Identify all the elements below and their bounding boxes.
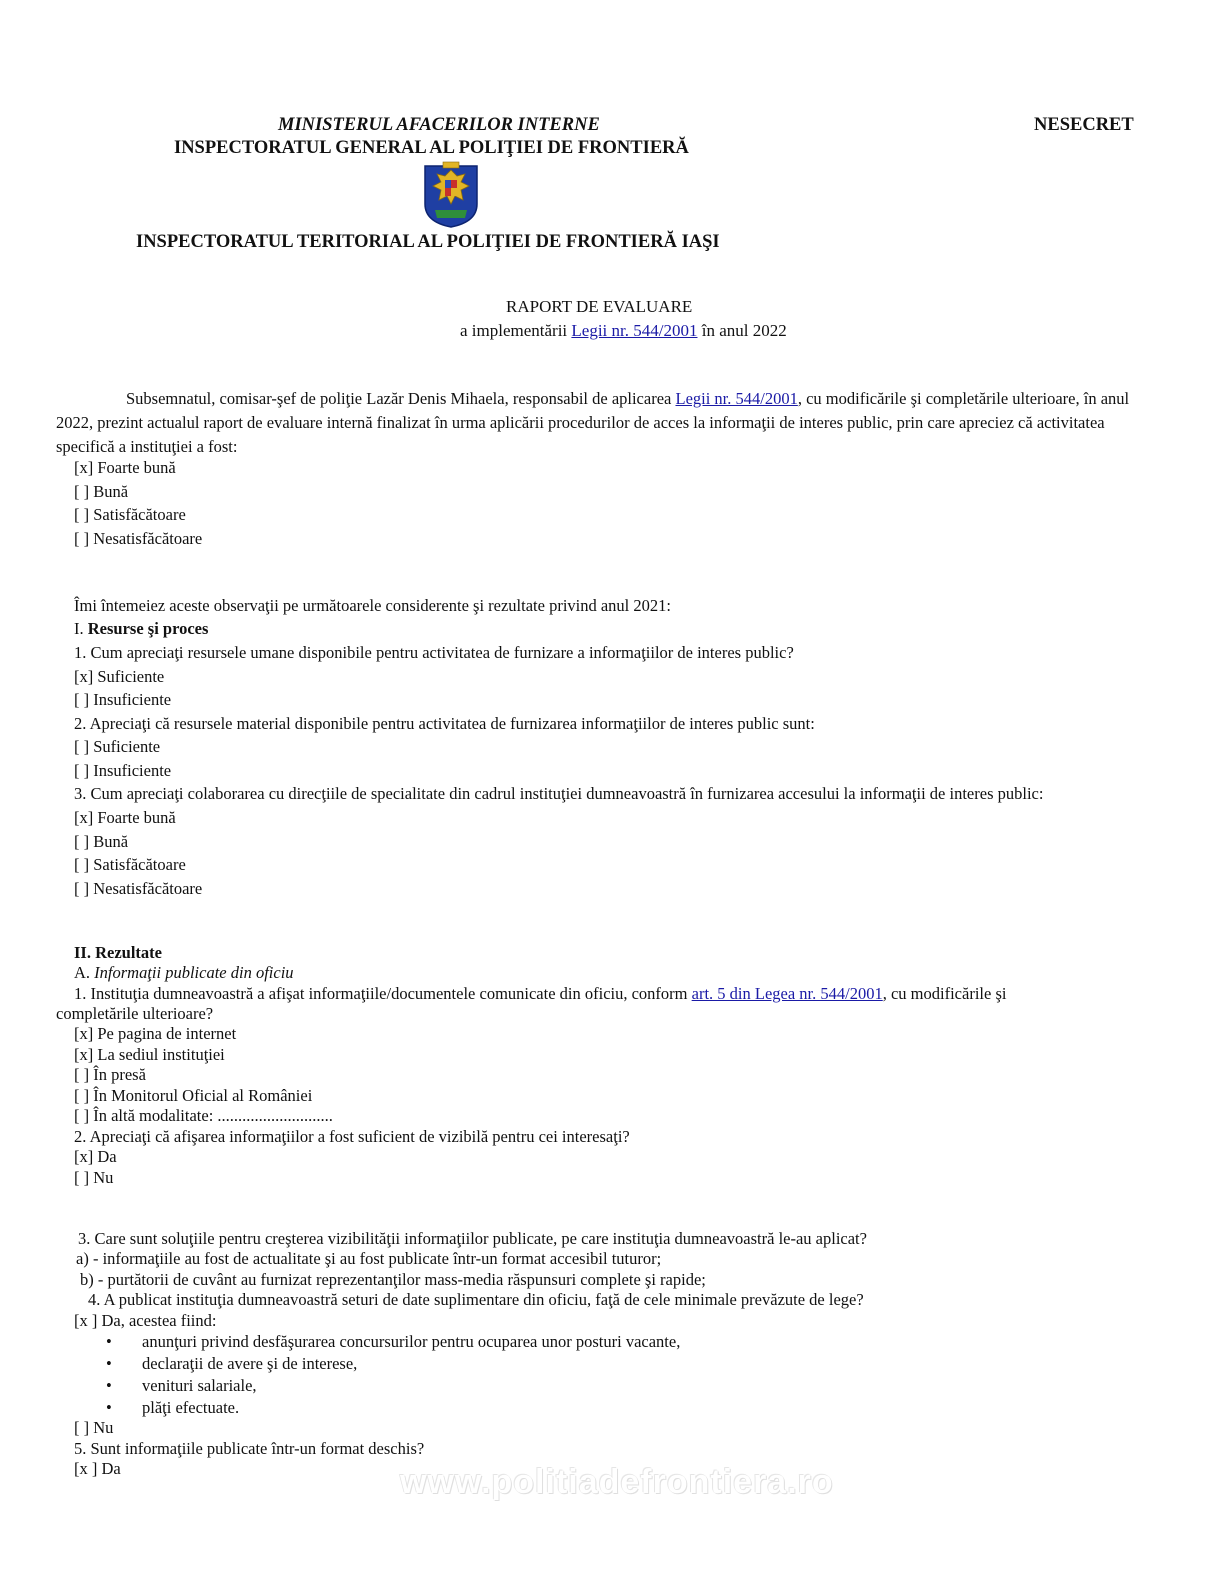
article-link[interactable]: art. 5 din Legea nr. 544/2001 bbox=[691, 984, 883, 1003]
question: 4. A publicat instituţia dumneavoastră seturi de date suplimentare din oficiu, faţă de cele minimale prevăzute de lege? bbox=[88, 1290, 864, 1309]
bullet-dot: • bbox=[106, 1376, 112, 1395]
list-item: plăţi efectuate. bbox=[142, 1398, 240, 1417]
answer-option: [ ] Nu bbox=[74, 1168, 114, 1187]
subsection-a-heading: A. Informaţii publicate din oficiu bbox=[74, 963, 294, 982]
rating-option: [ ] Bună bbox=[74, 482, 129, 501]
section-1-heading: I. Resurse şi proces bbox=[74, 619, 209, 638]
territorial-inspectorate-name: INSPECTORATUL TERITORIAL AL POLIŢIEI DE FRONTIERĂ IAŞI bbox=[136, 232, 720, 252]
list-item: venituri salariale, bbox=[142, 1376, 257, 1395]
bullet-dot: • bbox=[106, 1398, 112, 1417]
list-item: anunţuri privind desfăşurarea concursurilor pentru ocuparea unor posturi vacante, bbox=[142, 1332, 681, 1351]
question: 5. Sunt informaţiile publicate într-un format deschis? bbox=[74, 1439, 425, 1458]
list-item: declaraţii de avere şi de interese, bbox=[142, 1354, 358, 1373]
answer-option: [x] La sediul instituţiei bbox=[74, 1045, 225, 1064]
law-link-intro[interactable]: Legii nr. 544/2001 bbox=[675, 389, 798, 408]
intro-paragraph: Subsemnatul, comisar-şef de poliţie Lazăr Denis Mihaela, responsabil de aplicarea Legii nr. 544/2001, cu modificările şi completările ulterioare, în anul 2022, prezint actualul raport de evaluare internă finalizat în urma aplicării procedurilor de acces la informaţii de interes public, prin care apreciez că activitatea specifică a instituţiei a fost: bbox=[56, 389, 1130, 456]
answer-option: [x] Suficiente bbox=[74, 667, 165, 686]
ministry-name: MINISTERUL AFACERILOR INTERNE bbox=[278, 115, 600, 135]
question: 3. Care sunt soluţiile pentru creşterea vizibilităţii informaţiilor publicate, pe care instituţia dumneavoastră le-au aplicat? bbox=[78, 1229, 867, 1248]
question: 2. Apreciaţi că afişarea informaţiilor a fost suficient de vizibilă pentru cei interesaţi? bbox=[74, 1127, 630, 1146]
report-title: RAPORT DE EVALUARE bbox=[506, 297, 693, 316]
solution-item: b) - purtătorii de cuvânt au furnizat reprezentanţilor mass-media răspunsuri complete şi rapide; bbox=[80, 1270, 706, 1289]
rating-option: [x] Foarte bună bbox=[74, 458, 176, 477]
answer-option: [ ] Suficiente bbox=[74, 737, 161, 756]
question: 1. Instituţia dumneavoastră a afişat informaţiile/documentele comunicate din oficiu, conform art. 5 din Legea nr. 544/2001, cu modificările şi bbox=[74, 984, 1007, 1003]
answer-option: [x ] Da, acestea fiind: bbox=[74, 1311, 217, 1330]
rating-option: [ ] Nesatisfăcătoare bbox=[74, 529, 203, 548]
answer-option: [ ] În Monitorul Oficial al României bbox=[74, 1086, 313, 1105]
answer-option: [ ] Insuficiente bbox=[74, 690, 172, 709]
site-watermark: www.politiadefrontiera.ro bbox=[400, 1463, 834, 1501]
bullet-dot: • bbox=[106, 1332, 112, 1351]
rating-option: [ ] Satisfăcătoare bbox=[74, 505, 186, 524]
law-link[interactable]: Legii nr. 544/2001 bbox=[571, 321, 698, 340]
answer-option: [x] Foarte bună bbox=[74, 808, 176, 827]
bullet-dot: • bbox=[106, 1354, 112, 1373]
answer-option: [ ] Bună bbox=[74, 832, 129, 851]
coat-of-arms-icon bbox=[421, 160, 481, 228]
general-inspectorate-name: INSPECTORATUL GENERAL AL POLIŢIEI DE FRONTIERĂ bbox=[174, 138, 689, 158]
question-continuation: completările ulterioare? bbox=[56, 1004, 214, 1023]
report-subtitle: a implementării Legii nr. 544/2001 în anul 2022 bbox=[460, 321, 787, 340]
solution-item: a) - informaţiile au fost de actualitate şi au fost publicate într-un format accesibil tuturor; bbox=[76, 1249, 662, 1268]
question: 3. Cum apreciaţi colaborarea cu direcţiile de specialitate din cadrul instituţiei dumneavoastră în furnizarea accesului la informaţii de interes public: bbox=[74, 784, 1044, 803]
classification-label: NESECRET bbox=[1034, 115, 1134, 135]
answer-option: [ ] Satisfăcătoare bbox=[74, 855, 186, 874]
section-2-heading: II. Rezultate bbox=[74, 943, 162, 962]
answer-option: [x ] Da bbox=[74, 1459, 121, 1478]
answer-option: [x] Pe pagina de internet bbox=[74, 1024, 237, 1043]
answer-option: [ ] Insuficiente bbox=[74, 761, 172, 780]
answer-option: [ ] Nu bbox=[74, 1418, 114, 1437]
answer-option: [x] Da bbox=[74, 1147, 117, 1166]
answer-option: [ ] Nesatisfăcătoare bbox=[74, 879, 203, 898]
question: 2. Apreciaţi că resursele material disponibile pentru activitatea de furnizarea informaţiilor de interes public sunt: bbox=[74, 714, 815, 733]
answer-option: [ ] În altă modalitate: ............................ bbox=[74, 1106, 333, 1125]
answer-option: [ ] În presă bbox=[74, 1065, 146, 1084]
basis-statement: Îmi întemeiez aceste observaţii pe următoarele considerente şi rezultate privind anul 2021: bbox=[74, 596, 671, 615]
question: 1. Cum apreciaţi resursele umane disponibile pentru activitatea de furnizare a informaţiilor de interes public? bbox=[74, 643, 794, 662]
